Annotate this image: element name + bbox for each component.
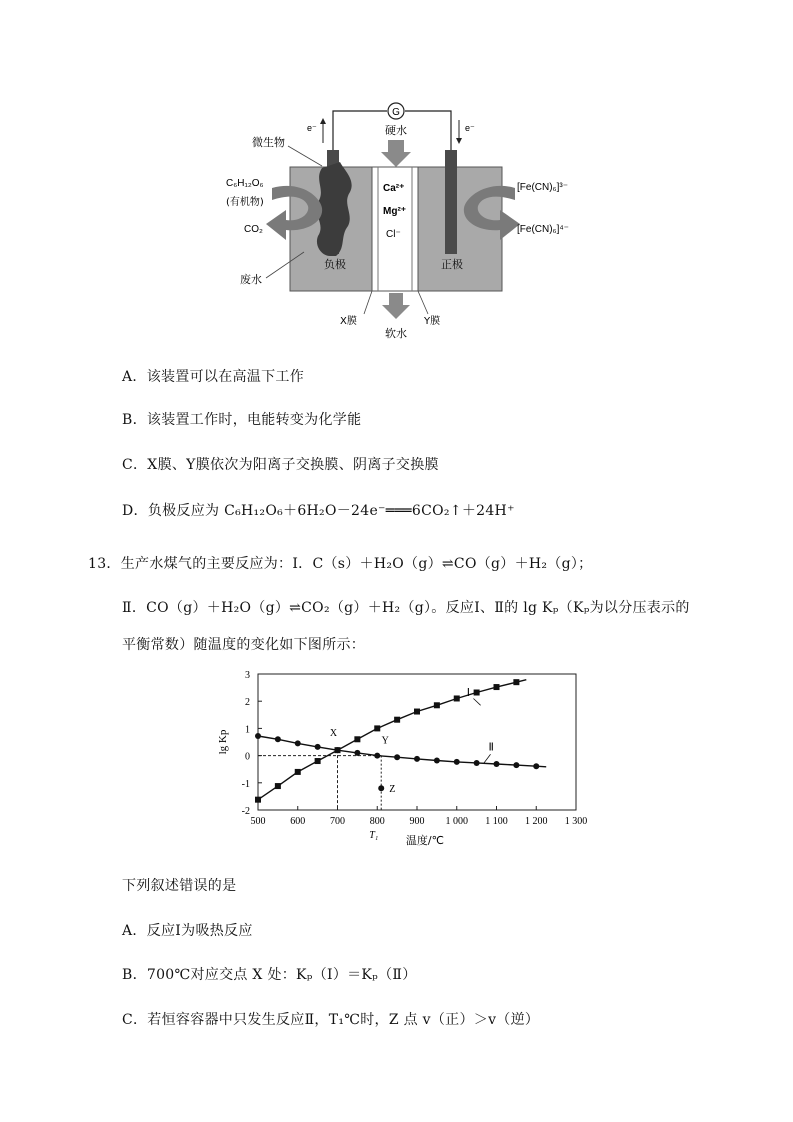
series-1-point: [454, 695, 460, 701]
series-2-point: [414, 756, 420, 762]
series-2-label-leader: [484, 754, 491, 763]
y-tick-label: -1: [241, 778, 250, 790]
y-tick-label: 0: [245, 751, 250, 763]
series-1-point: [394, 717, 400, 723]
series-2-point: [275, 736, 281, 742]
series-1-point: [494, 684, 500, 690]
q13-stem-line3: 平衡常数）随温度的变化如下图所示：: [122, 637, 366, 653]
series-line-2: [258, 736, 546, 767]
series-1-point: [275, 783, 281, 789]
soft-water-arrow-icon: [382, 293, 410, 319]
organic-note-label: (有机物): [226, 197, 264, 208]
y-axis-label: lg Kp: [217, 729, 229, 755]
microbe-label: 微生物: [252, 136, 285, 149]
lgkp-chart: [210, 664, 600, 856]
positive-electrode: [445, 150, 457, 254]
y-tick-label: 2: [245, 697, 250, 709]
negative-electrode-label: 负极: [324, 258, 346, 271]
series-1-point: [354, 736, 360, 742]
arrow-up-icon: [320, 118, 326, 124]
t1-label: T₁: [369, 830, 379, 841]
series-2-point: [474, 760, 480, 766]
series-1-point: [513, 679, 519, 685]
x-tick-label: 600: [290, 816, 306, 827]
x-tick-label: 1 200: [525, 816, 548, 827]
series-1-point: [414, 709, 420, 715]
x-tick-label: 1 100: [485, 816, 508, 827]
q12-option-a: A．该装置可以在高温下工作: [122, 369, 305, 385]
wastewater-label: 废水: [240, 273, 262, 286]
x-tick-label: 700: [330, 816, 345, 827]
series-1-label: Ⅰ: [466, 686, 470, 699]
series-2-point: [335, 747, 341, 753]
series-2-label: Ⅱ: [488, 741, 494, 754]
q13-stem-line2: Ⅱ．CO（g）＋H₂O（g）⇌CO₂（g）＋H₂（g）。反应Ⅰ、Ⅱ的 lg Kₚ（Kₚ为以分压表示的: [122, 600, 690, 616]
positive-electrode-label: 正极: [441, 258, 463, 271]
galvanometer-label: G: [392, 107, 400, 118]
y-tick-label: 1: [245, 724, 250, 736]
x-tick-label: 900: [409, 816, 425, 827]
point-z-label: Z: [389, 784, 396, 796]
point-x-label: X: [329, 728, 338, 740]
series-1-point: [255, 797, 261, 803]
plot-frame: [258, 674, 576, 810]
q13-option-a: A．反应Ⅰ为吸热反应: [122, 923, 253, 939]
x-tick-label: 500: [250, 816, 266, 827]
hard-water-arrow-icon: [381, 140, 411, 167]
q12-option-d: D．负极反应为 C₆H₁₂O₆＋6H₂O－24e⁻═══6CO₂↑＋24H⁺: [122, 503, 515, 519]
y-membrane-label: Y膜: [424, 316, 441, 327]
x-axis-label: 温度/℃: [405, 834, 444, 847]
series-2-point: [434, 757, 440, 763]
series-1-point: [374, 725, 380, 731]
series-2-point: [255, 733, 261, 739]
series-2-point: [315, 744, 321, 750]
ferricyanide-label: [Fe(CN)₆]³⁻: [517, 182, 568, 193]
x-tick-label: 1 000: [445, 816, 468, 827]
series-line-1: [258, 680, 526, 800]
series-2-point: [374, 753, 380, 759]
q13-option-c: C．若恒容容器中只发生反应Ⅱ，T₁℃时，Z 点 v（正）＞v（逆）: [122, 1012, 540, 1028]
series-2-point: [533, 763, 539, 769]
ferrocyanide-label: [Fe(CN)₆]⁴⁻: [517, 224, 569, 235]
ion-ca-label: Ca²⁺: [383, 183, 405, 194]
q13-option-b: B．700℃对应交点 X 处：Kₚ（Ⅰ）＝Kₚ（Ⅱ）: [122, 967, 417, 983]
electron-right-label: e⁻: [465, 123, 475, 133]
series-2-point: [513, 762, 519, 768]
y-tick-label: -2: [241, 806, 250, 817]
x-tick-label: 1 300: [564, 816, 588, 827]
q12-option-c: C．X膜、Y膜依次为阳离子交换膜、阴离子交换膜: [122, 457, 439, 473]
series-1-point: [295, 769, 301, 775]
series-2-point: [354, 750, 360, 756]
y-tick-label: 3: [245, 670, 250, 681]
organic-formula-label: C₆H₁₂O₆: [226, 178, 264, 189]
series-1-point: [315, 758, 321, 764]
q12-option-b: B．该装置工作时，电能转变为化学能: [122, 412, 362, 428]
cell-diagram: [0, 0, 793, 350]
ion-cl-label: Cl⁻: [386, 229, 401, 240]
point-z: [378, 785, 384, 791]
series-2-point: [494, 761, 500, 767]
series-1-point: [434, 702, 440, 708]
co2-label: CO₂: [244, 224, 263, 235]
electron-left-label: e⁻: [307, 123, 317, 133]
x-tick-label: 800: [369, 816, 385, 827]
series-2-point: [295, 740, 301, 746]
series-2-point: [454, 759, 460, 765]
arrow-down-icon: [456, 138, 462, 144]
series-1-label-leader: [473, 698, 480, 705]
point-y-label: Y: [381, 735, 389, 747]
series-2-point: [394, 754, 400, 760]
x-membrane-label: X膜: [340, 316, 357, 327]
soft-water-label: 软水: [385, 327, 407, 340]
q13-stem-line1: 13．生产水煤气的主要反应为：Ⅰ．C（s）＋H₂O（g）⇌CO（g）＋H₂（g）；: [88, 556, 593, 572]
ion-mg-label: Mg²⁺: [383, 206, 407, 217]
hard-water-label: 硬水: [385, 124, 407, 137]
series-1-point: [474, 689, 480, 695]
q13-question: 下列叙述错误的是: [122, 878, 237, 894]
